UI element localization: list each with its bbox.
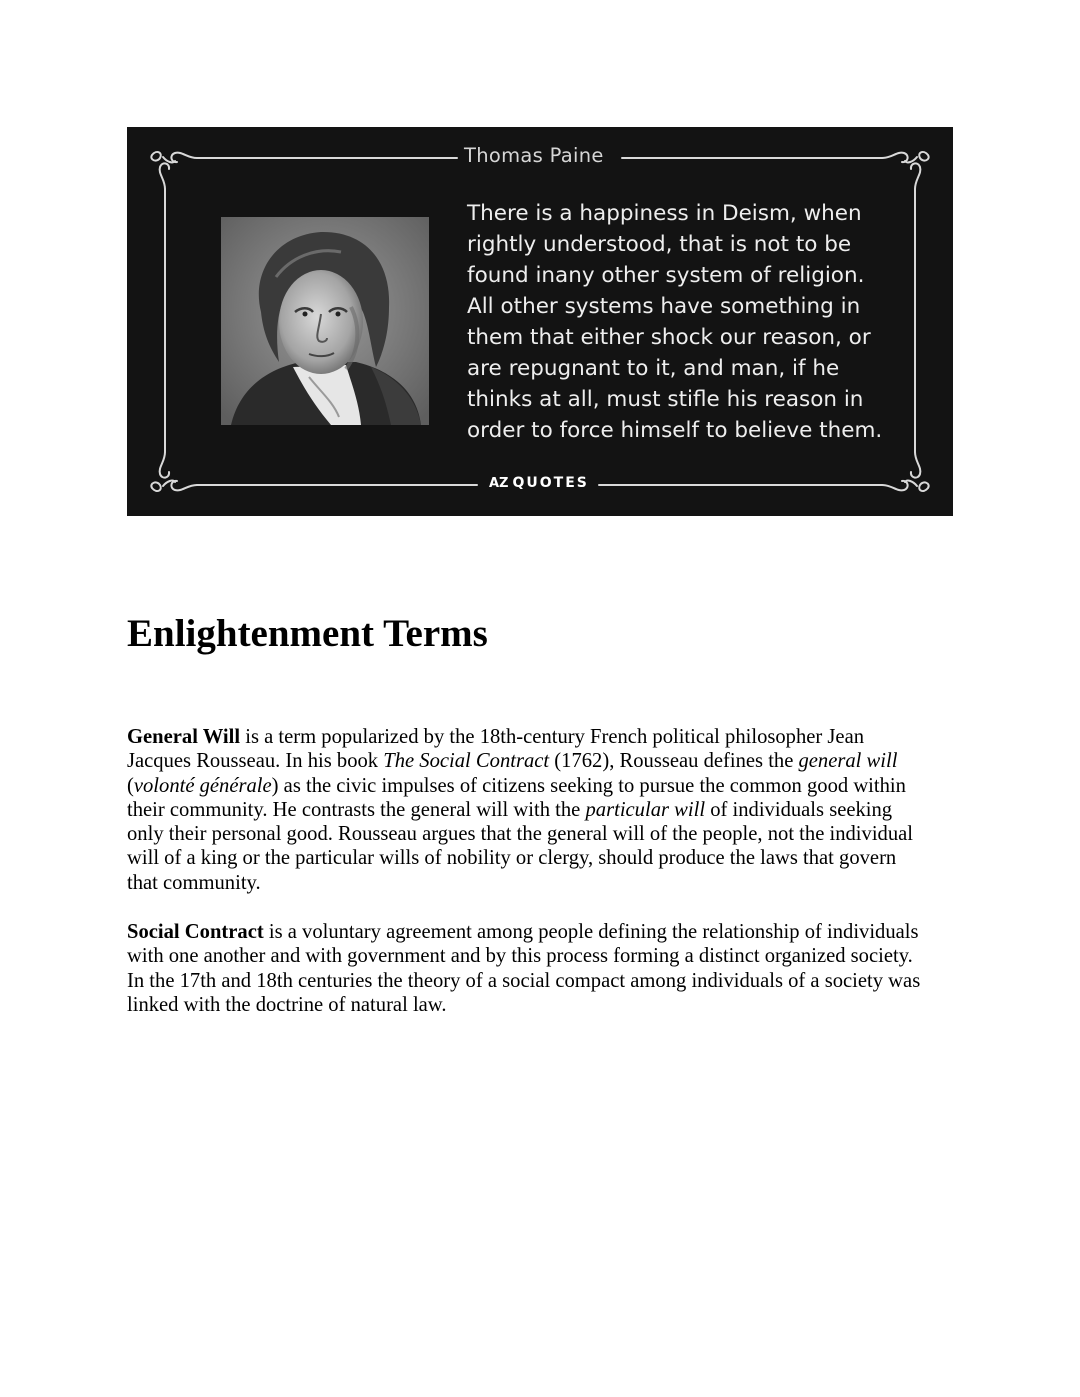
- quote-line: order to force himself to believe them.: [467, 418, 883, 443]
- text-line: with one another and with government and by this process forming a distinct organized society.: [127, 945, 913, 968]
- italic-term: general will: [798, 750, 898, 773]
- quote-line: There is a happiness in Deism, when: [467, 201, 862, 226]
- text-run: (1762), Rousseau defines the: [549, 750, 799, 773]
- italic-term: volonté générale: [133, 774, 272, 797]
- text-run: ) as the civic impulses of citizens seeking to pursue the common good within: [271, 774, 906, 797]
- brand-az: AZ: [489, 476, 509, 491]
- quote-line: found inany other system of religion.: [467, 263, 865, 288]
- text-run: of individuals seeking: [705, 798, 893, 821]
- quote-card: [127, 127, 953, 516]
- text-line: In the 17th and 18th centuries the theory of a social compact among individuals of a society was: [127, 969, 921, 992]
- quote-line: rightly understood, that is not to be: [467, 232, 852, 257]
- quote-line: All other systems have something in: [467, 294, 861, 319]
- term-social-contract: Social Contract: [127, 921, 264, 943]
- text-line: linked with the doctrine of natural law.: [127, 993, 447, 1016]
- text-run: Jacques Rousseau. In his book: [127, 750, 384, 773]
- term-general-will: General Will: [127, 726, 241, 748]
- text-run: is a voluntary agreement among people defining the relationship of individuals: [263, 921, 919, 943]
- text-line: that community.: [127, 871, 261, 894]
- italic-term: particular will: [585, 798, 706, 821]
- quote-text: [467, 198, 887, 446]
- quote-line: are repugnant to it, and man, if he: [467, 356, 840, 381]
- book-title: The Social Contract: [383, 750, 550, 773]
- azquotes-logo: [483, 475, 595, 491]
- text-line: will of a king or the particular wills of nobility or clergy, should produce the laws that govern: [127, 847, 897, 870]
- text-run: is a term popularized by the 18th-century French political philosopher Jean: [240, 726, 865, 748]
- quote-line: them that either shock our reason, or: [467, 325, 871, 350]
- page-title: Enlightenment Terms: [127, 612, 488, 655]
- text-run: their community. He contrasts the general will with the: [127, 798, 586, 821]
- general-will-paragraph: [127, 725, 957, 895]
- text-run: (: [127, 774, 134, 797]
- text-line: only their personal good. Rousseau argues that the general will of the people, not the individual: [127, 823, 914, 846]
- portrait-image: [221, 217, 429, 425]
- brand-name: QUOTES: [512, 475, 589, 491]
- social-contract-paragraph: [127, 920, 957, 1017]
- quote-author: Thomas Paine: [464, 144, 610, 167]
- quote-line: thinks at all, must stifle his reason in: [467, 387, 864, 412]
